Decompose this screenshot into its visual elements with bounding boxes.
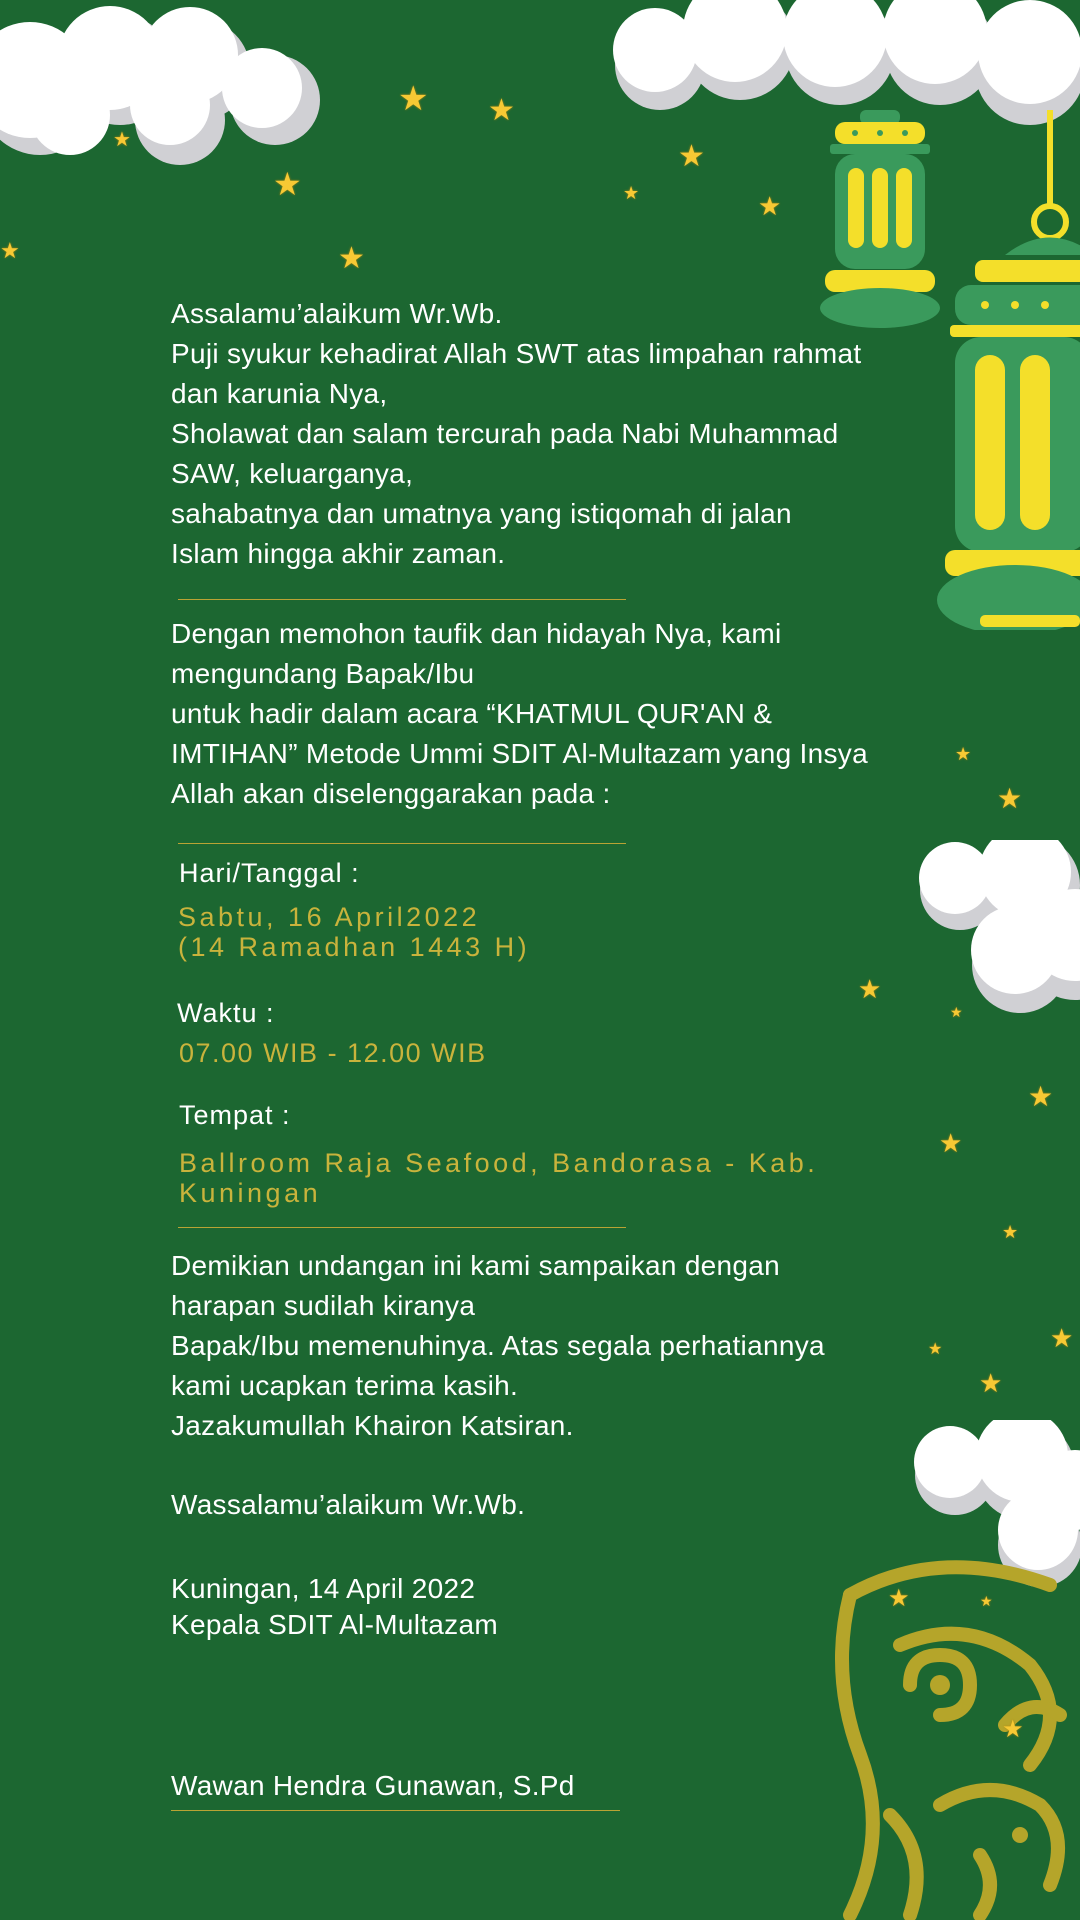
- star-icon: ★: [928, 1341, 943, 1358]
- invitation-paragraph: [171, 614, 868, 814]
- text-line: harapan sudilah kiranya: [171, 1290, 476, 1321]
- star-icon: ★: [997, 783, 1023, 814]
- star-icon: ★: [858, 974, 882, 1004]
- closing-paragraph: [171, 1246, 825, 1446]
- place-date: Kuningan, 14 April 2022: [171, 1573, 476, 1604]
- star-icon: ★: [1028, 1081, 1054, 1112]
- star-icon: ★: [1050, 1323, 1074, 1353]
- cloud-middle-right-icon: [910, 840, 1080, 1020]
- text-line: Puji syukur kehadirat Allah SWT atas limpahan rahmat: [171, 338, 862, 369]
- star-icon: ★: [1002, 1716, 1024, 1743]
- text-line: SAW, keluarganya,: [171, 458, 414, 489]
- signatory-name: Wawan Hendra Gunawan, S.Pd: [171, 1770, 575, 1801]
- star-icon: ★: [1002, 1222, 1019, 1242]
- star-icon: ★: [979, 1368, 1003, 1398]
- time-value: 07.00 WIB - 12.00 WIB: [179, 1038, 487, 1068]
- divider: [178, 599, 626, 600]
- star-icon: ★: [0, 238, 20, 263]
- star-icon: ★: [623, 183, 640, 203]
- gold-ornament-icon: [790, 1555, 1080, 1920]
- text-line: sahabatnya dan umatnya yang istiqomah di jalan: [171, 498, 792, 529]
- text-line: IMTIHAN” Metode Ummi SDIT Al-Multazam yang Insya: [171, 738, 868, 769]
- text-line: Islam hingga akhir zaman.: [171, 538, 506, 569]
- star-icon: ★: [758, 191, 782, 221]
- lantern-small-icon: [815, 110, 945, 330]
- signature-underline: [171, 1810, 620, 1811]
- star-icon: ★: [980, 1593, 993, 1609]
- lantern-large-icon: [935, 110, 1080, 630]
- text-line: Bapak/Ibu memenuhinya. Atas segala perhatiannya: [171, 1330, 825, 1361]
- star-icon: ★: [950, 1004, 963, 1020]
- star-icon: ★: [398, 80, 429, 118]
- star-icon: ★: [955, 744, 972, 764]
- cloud-top-left-icon: [0, 0, 360, 170]
- date-gregorian: Sabtu, 16 April2022: [178, 902, 481, 932]
- star-icon: ★: [488, 94, 515, 127]
- text-line: Allah akan diselenggarakan pada :: [171, 778, 611, 809]
- place-line: Kuningan: [179, 1178, 322, 1208]
- place-label: Tempat :: [179, 1100, 291, 1130]
- text-line: Dengan memohon taufik dan hidayah Nya, kami: [171, 618, 782, 649]
- divider: [178, 1227, 626, 1228]
- star-icon: ★: [273, 166, 302, 202]
- star-icon: ★: [939, 1128, 963, 1158]
- date-hijri: (14 Ramadhan 1443 H): [178, 932, 531, 962]
- farewell: Wassalamu’alaikum Wr.Wb.: [171, 1489, 526, 1520]
- text-line: Jazakumullah Khairon Katsiran.: [171, 1410, 574, 1441]
- star-icon: ★: [888, 1585, 910, 1612]
- opening-paragraph: [171, 334, 862, 574]
- place-value: [179, 1148, 818, 1208]
- text-line: kami ucapkan terima kasih.: [171, 1370, 519, 1401]
- position-title: Kepala SDIT Al-Multazam: [171, 1609, 498, 1640]
- signature-block: [171, 1571, 498, 1643]
- date-label: Hari/Tanggal :: [179, 858, 360, 888]
- time-label: Waktu :: [177, 998, 275, 1028]
- divider: [178, 843, 626, 844]
- star-icon: ★: [338, 242, 365, 275]
- star-icon: ★: [113, 129, 131, 151]
- text-line: untuk hadir dalam acara “KHATMUL QUR'AN &: [171, 698, 773, 729]
- greeting: Assalamu’alaikum Wr.Wb.: [171, 298, 503, 329]
- place-line: Ballroom Raja Seafood, Bandorasa - Kab.: [179, 1148, 819, 1178]
- text-line: Sholawat dan salam tercurah pada Nabi Muhammad: [171, 418, 839, 449]
- text-line: dan karunia Nya,: [171, 378, 388, 409]
- date-value: [178, 902, 530, 962]
- text-line: mengundang Bapak/Ibu: [171, 658, 475, 689]
- text-line: Demikian undangan ini kami sampaikan dengan: [171, 1250, 781, 1281]
- star-icon: ★: [678, 140, 705, 173]
